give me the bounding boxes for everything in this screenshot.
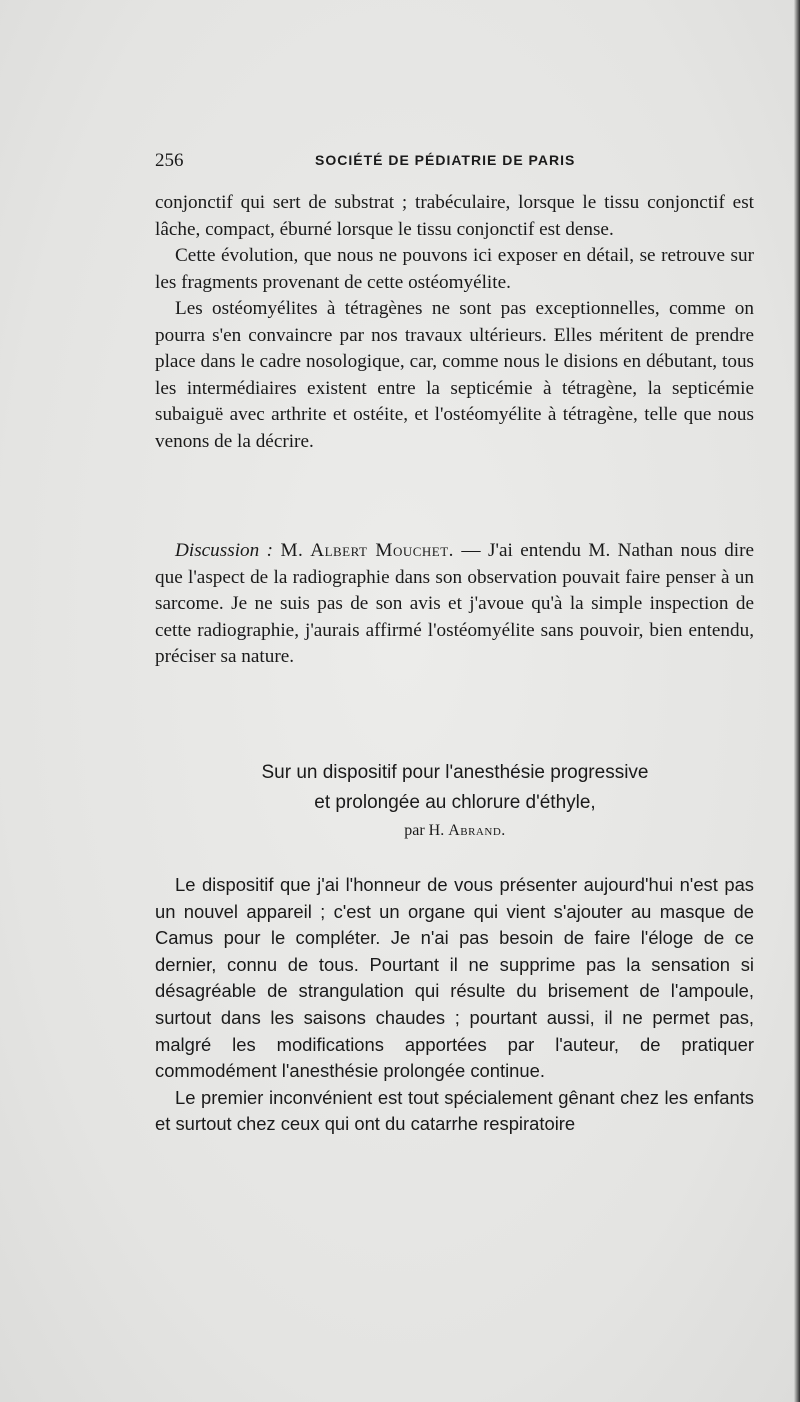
paragraph: conjonctif qui sert de substrat ; trabéculaire, lorsque le tissu conjonctif est lâche, compact, éburné lorsque le tissu conjonctif est dense. xyxy=(155,192,754,240)
article-body xyxy=(155,872,754,1138)
discussion-label: Discussion : xyxy=(175,540,274,561)
running-title: SOCIÉTÉ DE PÉDIATRIE DE PARIS xyxy=(315,152,576,168)
paragraph: Le dispositif que j'ai l'honneur de vous présenter aujourd'hui n'est pas un nouvel appareil ; c'est un organe qui vient s'ajouter au masque de Camus pour le compléter. Je n'ai pas besoin de faire l'éloge de ce dernier, connu de tous. Pourtant il ne supprime pas la sensation si désagréable de strangulation qui résulte du brisement de l'ampoule, surtout dans les saisons chaudes ; pourtant aussi, il ne permet pas, malgré les modifications apportées par l'auteur, de pratiquer commodément l'anesthésie prolongée continue. xyxy=(155,874,754,1082)
discussion-paragraph xyxy=(155,538,754,671)
page-header xyxy=(155,150,755,174)
section-body xyxy=(155,190,754,455)
article-title xyxy=(155,758,755,818)
discussion-speaker: M. Albert Mouchet. xyxy=(280,540,454,561)
page-edge-shadow xyxy=(794,0,800,1402)
byline-prefix: par H. xyxy=(404,822,445,839)
paragraph: Le premier inconvénient est tout spécialement gênant chez les enfants et surtout chez ceux qui ont du catarrhe respiratoire xyxy=(155,1086,754,1135)
page-number: 256 xyxy=(155,150,184,171)
discussion-text: — J'ai entendu M. Nathan nous dire que l'aspect de la radiographie dans son observation pouvait faire penser à un sarcome. Je ne suis pas de son avis et j'avoue qu'à la simple inspection de cette radiographie, j'aurais affirmé l'ostéomyélite sans pouvoir, bien entendu, préciser sa nature. xyxy=(155,540,755,667)
paragraph: Les ostéomyélites à tétragènes ne sont pas exceptionnelles, comme on pourra s'en convaincre par nos travaux ultérieurs. Elles méritent de prendre place dans le cadre nosologique, car, comme nous le disions en débutant, tous les intermédiaires existent entre la septicémie à tétragène, la septicémie subaiguë avec arthrite et ostéite, et l'ostéomyélite à tétragène, telle que nous venons de la décrire. xyxy=(155,298,754,452)
byline-author: Abrand. xyxy=(448,822,506,839)
article-byline xyxy=(155,822,755,840)
paragraph: Cette évolution, que nous ne pouvons ici exposer en détail, se retrouve sur les fragments provenant de cette ostéomyélite. xyxy=(155,245,754,293)
article-title-line-1: Sur un dispositif pour l'anesthésie progressive xyxy=(261,762,649,783)
discussion xyxy=(155,538,754,671)
article-title-line-2: et prolongée au chlorure d'éthyle, xyxy=(314,792,596,813)
